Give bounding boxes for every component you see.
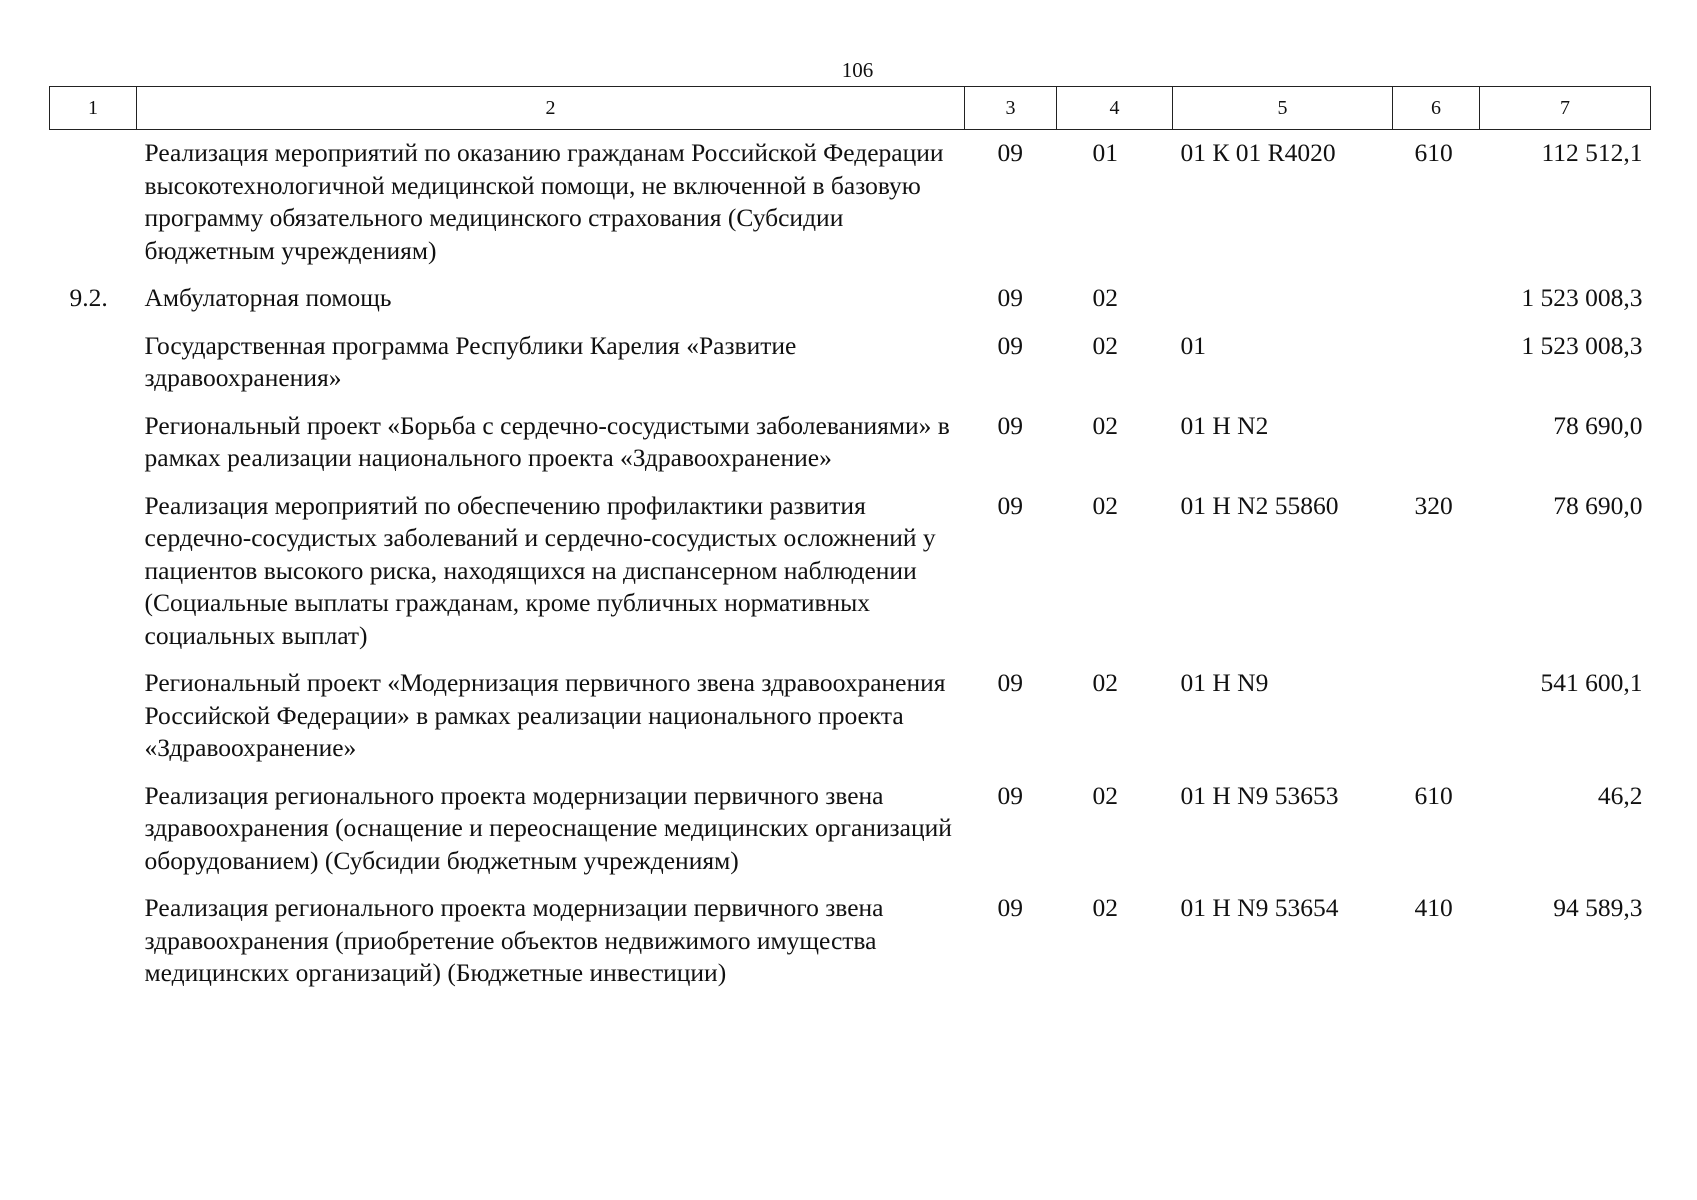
row-number — [50, 667, 137, 780]
row-section: 09 — [997, 780, 1023, 810]
row-number — [50, 330, 137, 410]
row-subsection: 02 — [1092, 490, 1118, 520]
table-row — [50, 130, 1651, 283]
budget-table — [49, 86, 1651, 1005]
row-target-code: 01 Н N9 53653 — [1180, 780, 1339, 810]
row-section: 09 — [997, 330, 1023, 360]
header-row — [50, 87, 1651, 130]
row-name: Региональный проект «Модернизация первичного звена здравоохранения Российской Федерации» в рамках реализации национального проекта «Здравоохранение» — [144, 668, 946, 762]
row-number: 9.2. — [69, 283, 108, 312]
table-row — [50, 667, 1651, 780]
row-number — [50, 780, 137, 893]
row-number — [50, 130, 137, 283]
row-amount: 78 690,0 — [1553, 410, 1643, 440]
header-col-5: 5 — [1173, 87, 1393, 130]
header-col-1: 1 — [50, 87, 137, 130]
row-subsection: 01 — [1092, 138, 1118, 167]
row-amount: 94 589,3 — [1553, 893, 1643, 922]
row-subsection: 02 — [1092, 410, 1118, 440]
row-number — [50, 892, 137, 1005]
row-target-code: 01 Н N2 55860 — [1180, 490, 1339, 520]
row-target-code: 01 Н N9 53654 — [1180, 893, 1339, 922]
row-target-code: 01 Н N9 — [1180, 668, 1269, 697]
row-section: 09 — [997, 668, 1023, 697]
table-row — [50, 410, 1651, 490]
row-subsection: 02 — [1092, 668, 1118, 697]
row-name: Реализация мероприятий по обеспечению профилактики развития сердечно-сосудистых заболеваний и сердечно-сосудистых осложнений у пациентов высокого риска, находящихся на диспансерном наблюдении (Социальные выплаты гражданам, кроме публичных нормативных социальных выплат) — [144, 490, 936, 650]
row-number — [50, 410, 137, 490]
header-col-7: 7 — [1480, 87, 1651, 130]
row-target-code — [1173, 282, 1393, 330]
row-amount: 1 523 008,3 — [1521, 283, 1643, 312]
page-number: 106 — [841, 58, 874, 82]
table-row — [50, 490, 1651, 668]
row-amount: 78 690,0 — [1553, 490, 1643, 520]
row-section: 09 — [997, 283, 1023, 312]
table-body — [50, 130, 1651, 1005]
row-name: Реализация регионального проекта модернизации первичного звена здравоохранения (приобретение объектов недвижимого имущества медицинских организаций) (Бюджетные инвестиции) — [144, 893, 884, 987]
row-name: Реализация регионального проекта модернизации первичного звена здравоохранения (оснащение и переоснащение медицинских организаций оборудованием) (Субсидии бюджетным учреждениям) — [144, 780, 952, 875]
row-section: 09 — [997, 138, 1023, 167]
row-expense-type — [1393, 667, 1480, 780]
row-expense-type: 610 — [1414, 780, 1453, 810]
row-expense-type: 610 — [1414, 138, 1453, 167]
row-section: 09 — [997, 490, 1023, 520]
table-header — [50, 87, 1651, 130]
row-number — [50, 490, 137, 668]
table-row — [50, 892, 1651, 1005]
row-subsection: 02 — [1092, 780, 1118, 810]
table-row — [50, 780, 1651, 893]
row-amount: 46,2 — [1597, 780, 1643, 810]
header-col-3: 3 — [965, 87, 1057, 130]
row-subsection: 02 — [1092, 893, 1118, 922]
row-amount: 1 523 008,3 — [1521, 330, 1643, 360]
row-subsection: 02 — [1092, 283, 1118, 312]
row-expense-type — [1393, 410, 1480, 490]
row-expense-type: 410 — [1414, 893, 1453, 922]
row-name: Региональный проект «Борьба с сердечно-сосудистыми заболеваниями» в рамках реализации национального проекта «Здравоохранение» — [144, 410, 950, 472]
row-expense-type: 320 — [1414, 490, 1453, 520]
row-expense-type — [1393, 330, 1480, 410]
header-col-2: 2 — [137, 87, 965, 130]
row-amount: 112 512,1 — [1541, 138, 1643, 167]
header-col-4: 4 — [1057, 87, 1173, 130]
row-amount: 541 600,1 — [1540, 668, 1643, 697]
row-section: 09 — [997, 893, 1023, 922]
table-row — [50, 282, 1651, 330]
row-section: 09 — [997, 410, 1023, 440]
row-name: Государственная программа Республики Карелия «Развитие здравоохранения» — [144, 330, 797, 392]
row-expense-type — [1393, 282, 1480, 330]
row-target-code: 01 — [1180, 330, 1206, 360]
row-subsection: 02 — [1092, 330, 1118, 360]
row-target-code: 01 Н N2 — [1180, 410, 1269, 440]
header-col-6: 6 — [1393, 87, 1480, 130]
row-target-code: 01 К 01 R4020 — [1180, 138, 1336, 167]
row-name: Амбулаторная помощь — [144, 283, 392, 312]
table-row — [50, 330, 1651, 410]
row-name: Реализация мероприятий по оказанию гражданам Российской Федерации высокотехнологичной медицинской помощи, не включенной в базовую программу обязательного медицинского страхования (Субсидии бюджетным учреждениям) — [144, 138, 944, 265]
